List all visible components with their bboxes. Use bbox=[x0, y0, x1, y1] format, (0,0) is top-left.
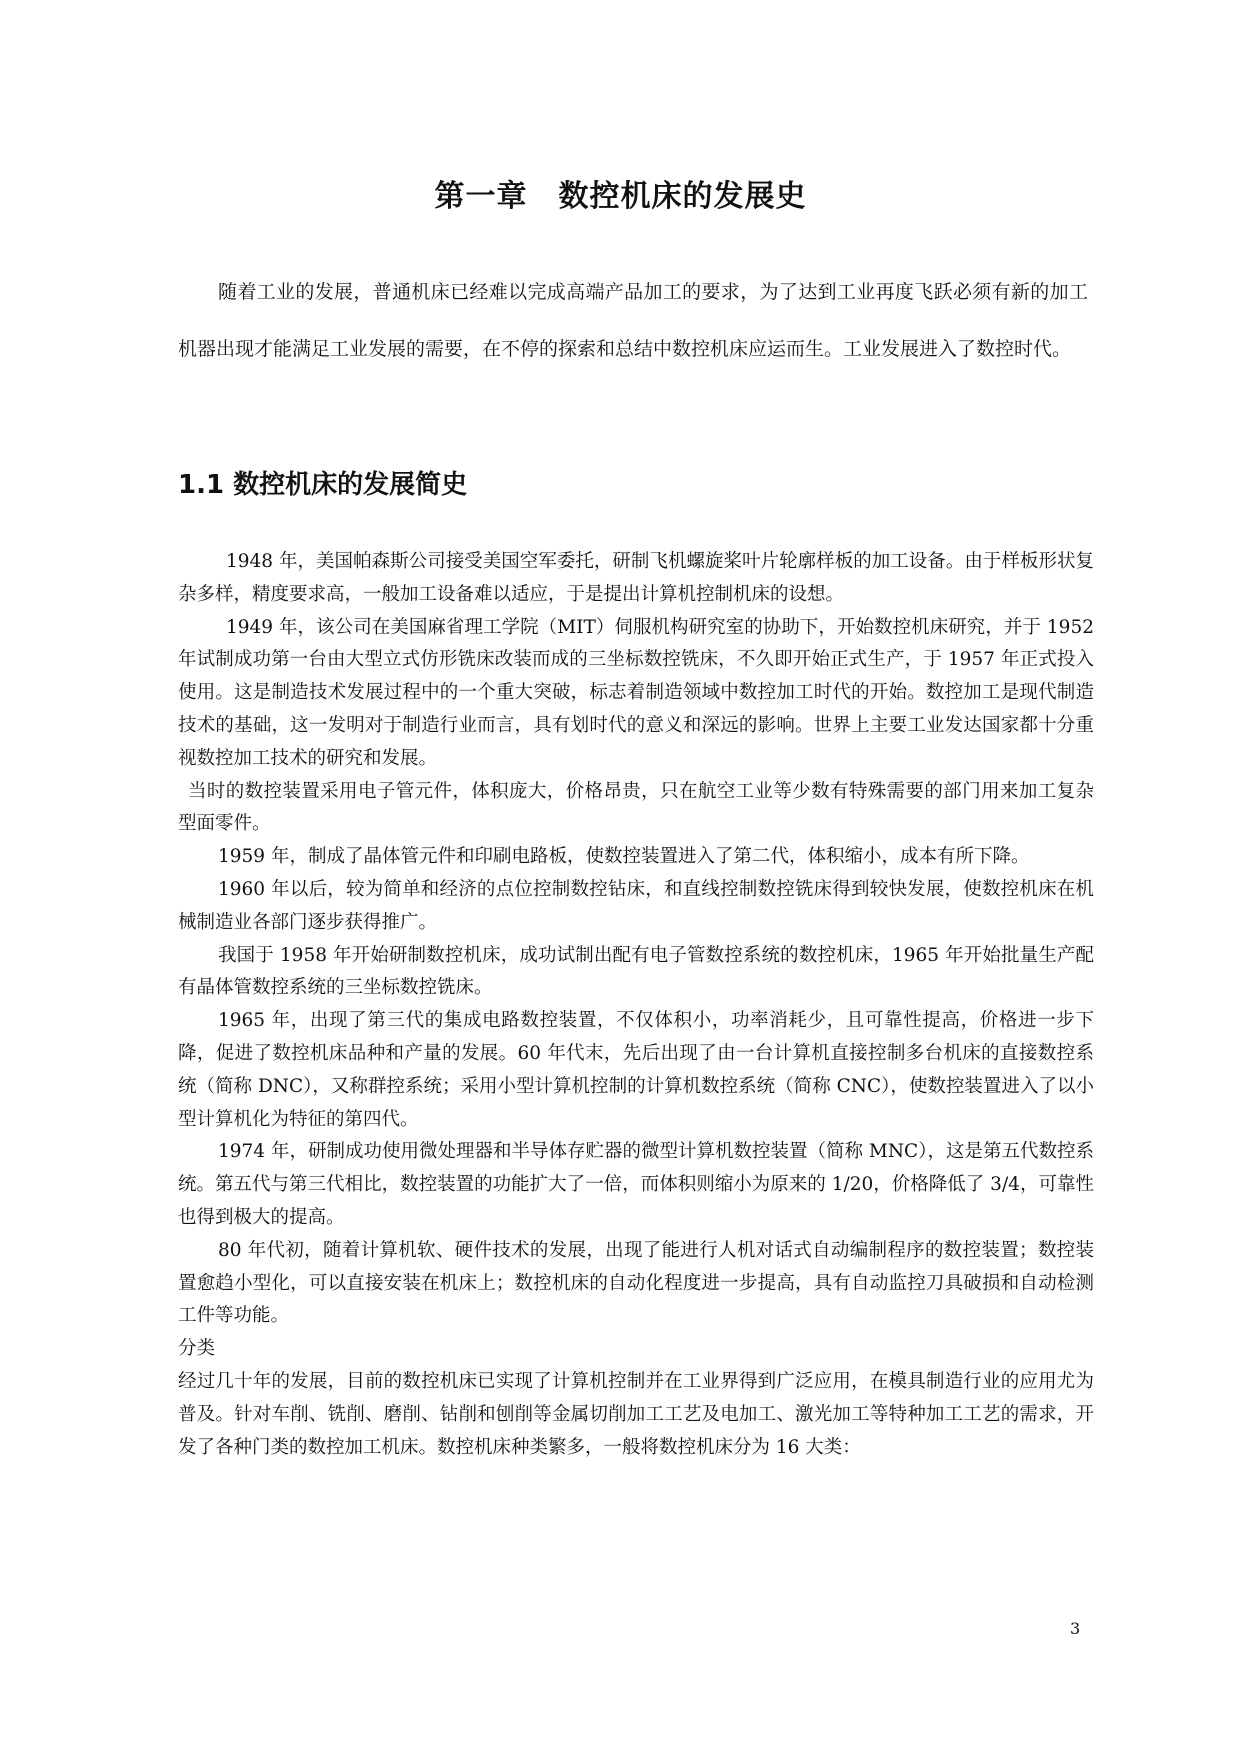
paragraph-classification-heading: 分类 bbox=[178, 1338, 216, 1360]
page-number: 3 bbox=[1070, 1619, 1081, 1638]
paragraph-china-1958: 我国于 1958 年开始研制数控机床，成功试制出配有电子管数控系统的数控机床，1965 年开始批量生产配有晶体管数控系统的三坐标数控铣床。 bbox=[178, 944, 1094, 999]
paragraph-1949: 1949 年，该公司在美国麻省理工学院（MIT）伺服机构研究室的协助下，开始数控机床研究，并于 1952 年试制成功第一台由大型立式仿形铣床改装而成的三坐标数控铣床，不久即开始正式生产，于 1957 年正式投入使用。这是制造技术发展过程中的一个重大突破，标志着制造领域中数控加工时代的开始。数控加工是现代制造技术的基础，这一发明对于制造行业而言，具有划时代的意义和深远的影响。世界上主要工业发达国家都十分重视数控加工技术的研究和发展。 bbox=[178, 616, 1094, 769]
paragraph-1959: 1959 年，制成了晶体管元件和印刷电路板，使数控装置进入了第二代，体积缩小，成本有所下降。 bbox=[218, 846, 1030, 868]
paragraph-1960: 1960 年以后，较为简单和经济的点位控制数控钻床，和直线控制数控铣床得到较快发展，使数控机床在机械制造业各部门逐步获得推广。 bbox=[178, 878, 1094, 933]
chapter-title: 第一章 数控机床的发展史 bbox=[434, 179, 807, 214]
paragraph-vacuum-tube: 当时的数控装置采用电子管元件，体积庞大，价格昂贵，只在航空工业等少数有特殊需要的部门用来加工复杂型面零件。 bbox=[178, 780, 1094, 835]
paragraph-1948: 1948 年，美国帕森斯公司接受美国空军委托，研制飞机螺旋桨叶片轮廓样板的加工设备。由于样板形状复杂多样，精度要求高，一般加工设备难以适应，于是提出计算机控制机床的设想。 bbox=[178, 551, 1094, 605]
section-title: 1.1 数控机床的发展简史 bbox=[178, 470, 468, 500]
intro-paragraph: 随着工业的发展，普通机床已经难以完成高端产品加工的要求，为了达到工业再度飞跃必须有新的加工机器出现才能满足工业发展的需要，在不停的探索和总结中数控机床应运而生。工业发展进入了数控时代。 bbox=[178, 281, 1088, 360]
paragraph-1965: 1965 年，出现了第三代的集成电路数控装置，不仅体积小，功率消耗少，且可靠性提高，价格进一步下降，促进了数控机床品种和产量的发展。60 年代末，先后出现了由一台计算机直接控制多台机床的直接数控系统（简称 DNC），又称群控系统；采用小型计算机控制的计算机数控系统（简称 CNC），使数控装置进入了以小型计算机化为特征的第四代。 bbox=[178, 1010, 1094, 1130]
section-body bbox=[178, 546, 1094, 1464]
paragraph-1980s: 80 年代初，随着计算机软、硬件技术的发展，出现了能进行人机对话式自动编制程序的数控装置；数控装置愈趋小型化，可以直接安装在机床上；数控机床的自动化程度进一步提高，具有自动监控刀具破损和自动检测工件等功能。 bbox=[178, 1239, 1094, 1327]
paragraph-classification: 经过几十年的发展，目前的数控机床已实现了计算机控制并在工业界得到广泛应用，在模具制造行业的应用尤为普及。针对车削、铣削、磨削、钻削和刨削等金属切削加工工艺及电加工、激光加工等特种加工工艺的需求，开发了各种门类的数控加工机床。数控机床种类繁多，一般将数控机床分为 16 大类： bbox=[178, 1370, 1094, 1458]
paragraph-1974: 1974 年，研制成功使用微处理器和半导体存贮器的微型计算机数控装置（简称 MNC），这是第五代数控系统。第五代与第三代相比，数控装置的功能扩大了一倍，而体积则缩小为原来的 1/20，价格降低了 3/4，可靠性也得到极大的提高。 bbox=[178, 1141, 1094, 1228]
